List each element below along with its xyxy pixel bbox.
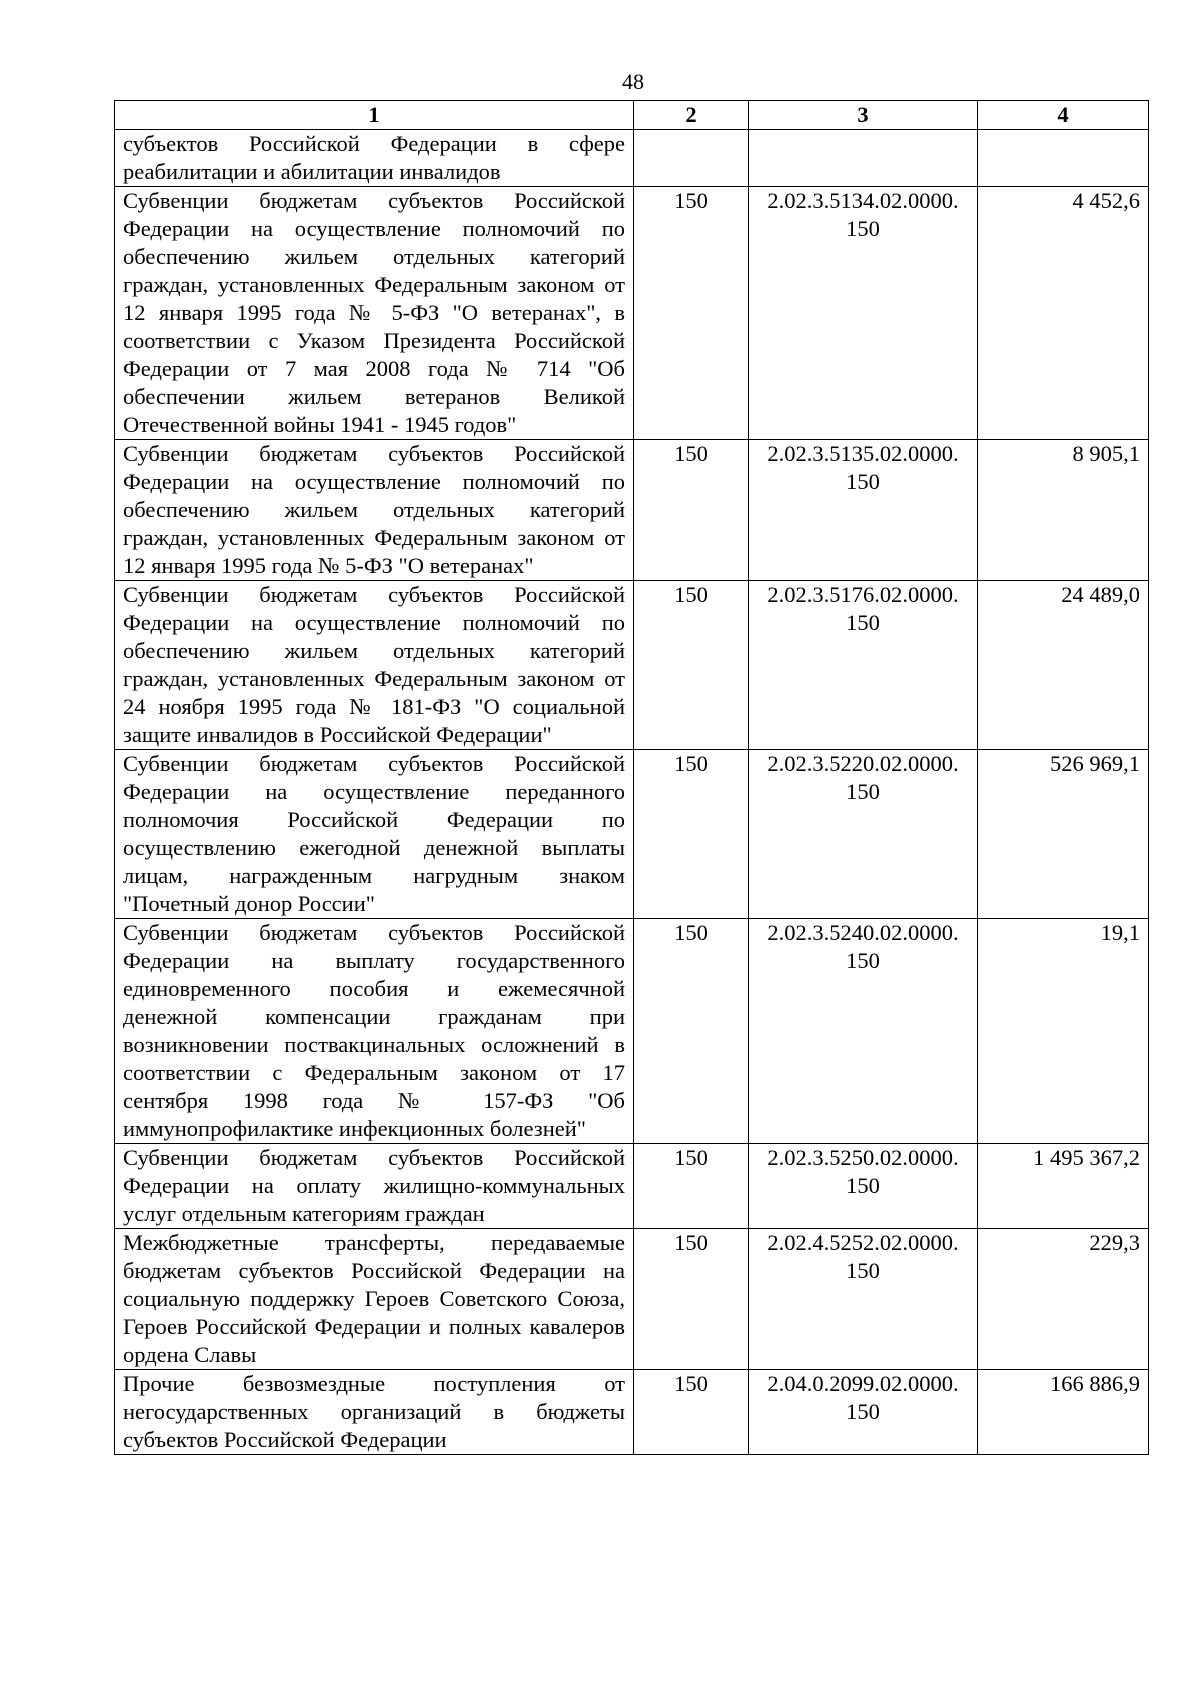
row-amount: 526 969,1	[978, 750, 1149, 919]
row-description: Субвенции бюджетам субъектов Российской Федерации на осуществление полномочий по обеспечению жильем отдельных категорий граждан, установленных Федеральным законом от 24 ноября 1995 года № 181-ФЗ "О социальной защите инвалидов в Российской Федерации"	[115, 581, 634, 750]
row-description: Субвенции бюджетам субъектов Российской Федерации на оплату жилищно-коммунальных услуг отдельным категориям граждан	[115, 1144, 634, 1229]
column-header-2: 2	[634, 101, 749, 130]
column-header-1: 1	[115, 101, 634, 130]
table-row	[115, 440, 1149, 581]
row-code: 2.02.3.5134.02.0000. 150	[749, 187, 978, 440]
row-description: Субвенции бюджетам субъектов Российской Федерации на выплату государственного единовременного пособия и ежемесячной денежной компенсации гражданам при возникновении поствакцинальных осложнений в соответствии с Федеральным законом от 17 сентября 1998 года № 157-ФЗ "Об иммунопрофилактике инфекционных болезней"	[115, 919, 634, 1144]
table-row	[115, 581, 1149, 750]
row-amount: 19,1	[978, 919, 1149, 1144]
row-amount: 24 489,0	[978, 581, 1149, 750]
row-code: 2.02.3.5250.02.0000. 150	[749, 1144, 978, 1229]
row-description: Субвенции бюджетам субъектов Российской Федерации на осуществление полномочий по обеспечению жильем отдельных категорий граждан, установленных Федеральным законом от 12 января 1995 года № 5-ФЗ "О ветеранах", в соответствии с Указом Президента Российской Федерации от 7 мая 2008 года № 714 "Об обеспечении жильем ветеранов Великой Отечественной войны 1941 - 1945 годов"	[115, 187, 634, 440]
table-header-row	[115, 101, 1149, 130]
column-header-3: 3	[749, 101, 978, 130]
row-code: 2.02.3.5176.02.0000. 150	[749, 581, 978, 750]
row-amount: 166 886,9	[978, 1370, 1149, 1455]
table-row	[115, 187, 1149, 440]
table-row	[115, 1144, 1149, 1229]
table-row	[115, 1229, 1149, 1370]
row-code: 2.02.4.5252.02.0000. 150	[749, 1229, 978, 1370]
table-row	[115, 1370, 1149, 1455]
row-column2: 150	[634, 187, 749, 440]
row-column2: 150	[634, 440, 749, 581]
row-code: 2.04.0.2099.02.0000. 150	[749, 1370, 978, 1455]
row-code: 2.02.3.5220.02.0000. 150	[749, 750, 978, 919]
row-description: Субвенции бюджетам субъектов Российской Федерации на осуществление полномочий по обеспечению жильем отдельных категорий граждан, установленных Федеральным законом от 12 января 1995 года № 5-ФЗ "О ветеранах"	[115, 440, 634, 581]
budget-table	[114, 100, 1149, 1455]
row-column2	[634, 130, 749, 187]
row-description: Субвенции бюджетам субъектов Российской Федерации на осуществление переданного полномочия Российской Федерации по осуществлению ежегодной денежной выплаты лицам, награжденным нагрудным знаком "Почетный донор России"	[115, 750, 634, 919]
row-column2: 150	[634, 750, 749, 919]
row-column2: 150	[634, 581, 749, 750]
row-amount: 1 495 367,2	[978, 1144, 1149, 1229]
row-description: Прочие безвозмездные поступления от негосударственных организаций в бюджеты субъектов Российской Федерации	[115, 1370, 634, 1455]
row-description: Межбюджетные трансферты, передаваемые бюджетам субъектов Российской Федерации на социальную поддержку Героев Советского Союза, Героев Российской Федерации и полных кавалеров ордена Славы	[115, 1229, 634, 1370]
row-column2: 150	[634, 1229, 749, 1370]
row-description: субъектов Российской Федерации в сфере реабилитации и абилитации инвалидов	[115, 130, 634, 187]
column-header-4: 4	[978, 101, 1149, 130]
row-amount: 8 905,1	[978, 440, 1149, 581]
row-code	[749, 130, 978, 187]
row-column2: 150	[634, 1144, 749, 1229]
table-row	[115, 750, 1149, 919]
page-number: 48	[622, 69, 644, 94]
row-amount: 4 452,6	[978, 187, 1149, 440]
row-code: 2.02.3.5135.02.0000. 150	[749, 440, 978, 581]
table-row	[115, 130, 1149, 187]
row-column2: 150	[634, 919, 749, 1144]
table-row	[115, 919, 1149, 1144]
row-column2: 150	[634, 1370, 749, 1455]
row-code: 2.02.3.5240.02.0000. 150	[749, 919, 978, 1144]
row-amount	[978, 130, 1149, 187]
row-amount: 229,3	[978, 1229, 1149, 1370]
